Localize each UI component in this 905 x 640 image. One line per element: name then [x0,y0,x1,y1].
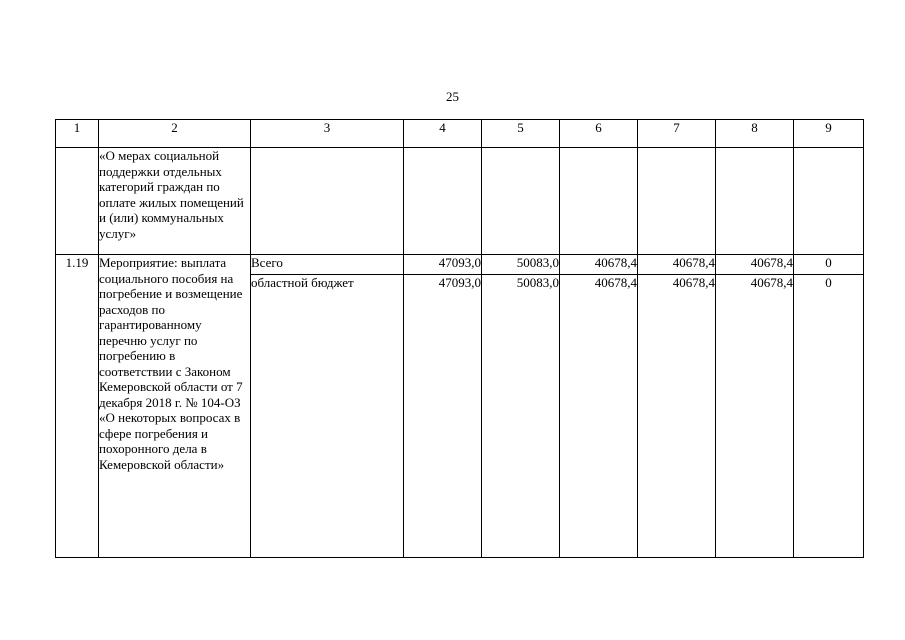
value-cell: 40678,4 [560,255,638,275]
col-header-8: 8 [716,120,794,148]
cont-cell-5 [482,148,560,255]
budget-table [55,119,864,558]
cont-source-cell [251,148,404,255]
cont-cell-7 [638,148,716,255]
value-cell: 40678,4 [716,255,794,275]
cont-cell-4 [404,148,482,255]
row-1-19-total [56,255,864,275]
value-cell: 50083,0 [482,255,560,275]
row-code: 1.19 [56,255,99,558]
value-cell: 47093,0 [404,275,482,558]
source-regional-budget: областной бюджет [251,275,404,558]
row-description: Мероприятие: выплата социального пособия на погребение и возмещение расходов по гарантированному перечню услуг по погребению в соответствии с Законом Кемеровской области от 7 декабря 2018 г. № 104-ОЗ «О некоторых вопросах в сфере погребения и похоронного дела в Кемеровской области» [99,255,251,558]
value-cell: 40678,4 [716,275,794,558]
value-cell: 40678,4 [638,275,716,558]
col-header-1: 1 [56,120,99,148]
value-cell: 47093,0 [404,255,482,275]
value-cell: 50083,0 [482,275,560,558]
cont-cell-6 [560,148,638,255]
value-cell: 40678,4 [560,275,638,558]
value-cell: 0 [794,275,864,558]
col-header-6: 6 [560,120,638,148]
col-header-4: 4 [404,120,482,148]
header-row [56,120,864,148]
col-header-2: 2 [99,120,251,148]
col-header-7: 7 [638,120,716,148]
col-header-9: 9 [794,120,864,148]
cont-code-cell [56,148,99,255]
source-total: Всего [251,255,404,275]
page-number: 25 [446,89,459,104]
value-cell: 40678,4 [638,255,716,275]
cont-description: «О мерах социальной поддержки отдельных категорий граждан по оплате жилых помещений и (или) коммунальных услуг» [99,148,251,255]
cont-cell-9 [794,148,864,255]
col-header-5: 5 [482,120,560,148]
col-header-3: 3 [251,120,404,148]
value-cell: 0 [794,255,864,275]
cont-cell-8 [716,148,794,255]
continuation-row [56,148,864,255]
